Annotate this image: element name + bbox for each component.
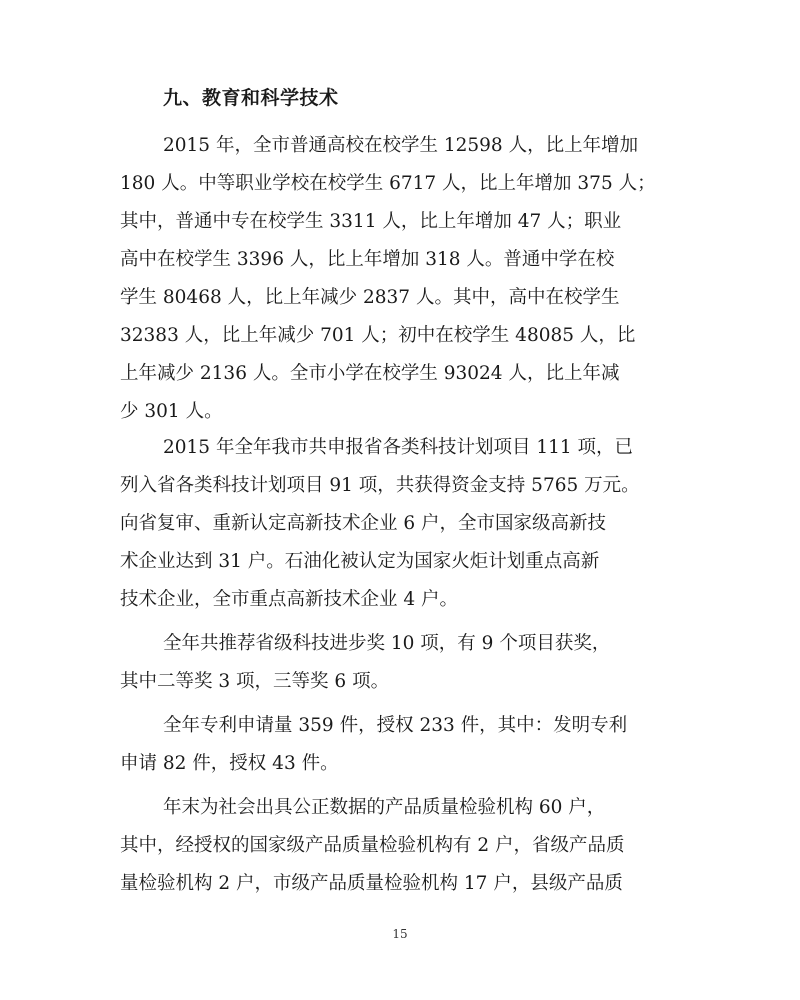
text-line: 少 301 人。	[120, 401, 223, 422]
text-line: 全年共推荐省级科技进步奖 10 项，有 9 个项目获奖，	[163, 633, 611, 654]
text-line: 2015 年全年我市共申报省各类科技计划项目 111 项，已	[163, 437, 634, 458]
text-line: 年末为社会出具公正数据的产品质量检验机构 60 户，	[163, 797, 606, 818]
section-heading: 九、教育和科学技术	[163, 87, 339, 109]
text-line: 180 人。中等职业学校在校学生 6717 人，比上年增加 375 人；	[120, 173, 656, 194]
paragraph-inspection	[120, 789, 700, 903]
text-line: 术企业达到 31 户。石油化被认定为国家火炬计划重点高新	[120, 551, 600, 572]
page-number: 15	[392, 927, 408, 941]
paragraph-education	[120, 127, 700, 431]
text-line: 其中，普通中专在校学生 3311 人，比上年增加 47 人；职业	[120, 211, 622, 232]
text-line: 申请 82 件，授权 43 件。	[120, 753, 339, 774]
text-line: 技术企业，全市重点高新技术企业 4 户。	[120, 589, 459, 610]
text-line: 32383 人，比上年减少 701 人；初中在校学生 48085 人，比	[120, 325, 636, 346]
text-line: 上年减少 2136 人。全市小学在校学生 93024 人，比上年减	[120, 363, 620, 384]
text-line: 向省复审、重新认定高新技术企业 6 户，全市国家级高新技	[120, 513, 607, 534]
text-line: 其中，经授权的国家级产品质量检验机构有 2 户，省级产品质	[120, 835, 625, 856]
paragraph-patents	[120, 707, 700, 783]
paragraph-awards	[120, 625, 700, 701]
text-line: 列入省各类科技计划项目 91 项，共获得资金支持 5765 万元。	[120, 475, 640, 496]
text-line: 高中在校学生 3396 人，比上年增加 318 人。普通中学在校	[120, 249, 615, 270]
text-line: 全年专利申请量 359 件，授权 233 件，其中：发明专利	[163, 715, 628, 736]
text-line: 学生 80468 人，比上年减少 2837 人。其中，高中在校学生	[120, 287, 620, 308]
text-line: 其中二等奖 3 项，三等奖 6 项。	[120, 671, 390, 692]
text-line: 量检验机构 2 户，市级产品质量检验机构 17 户，县级产品质	[120, 873, 623, 894]
paragraph-tech-projects	[120, 429, 700, 619]
text-line: 2015 年，全市普通高校在校学生 12598 人，比上年增加	[163, 135, 639, 156]
